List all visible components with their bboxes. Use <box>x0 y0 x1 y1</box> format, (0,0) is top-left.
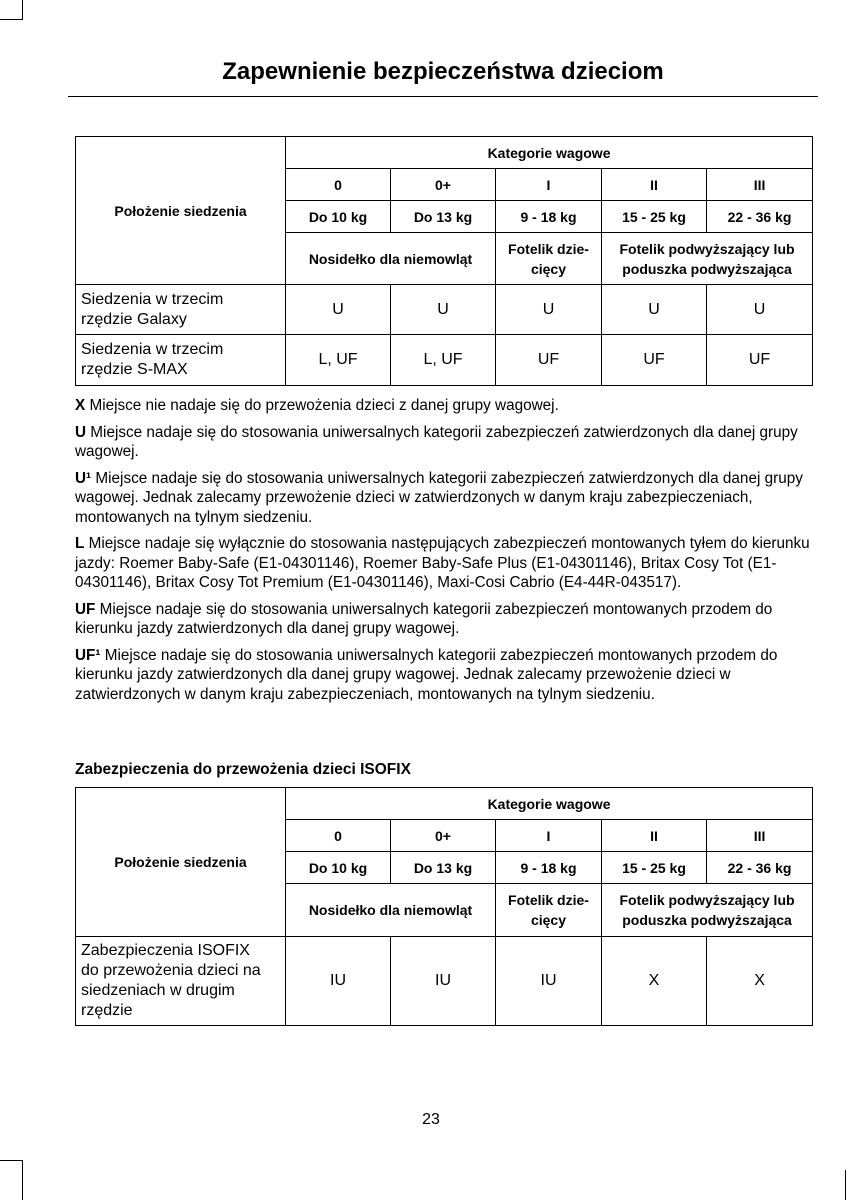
weight-ii: 15 - 25 kg <box>602 852 707 884</box>
table-cell: UF <box>602 335 707 386</box>
row-label: Zabezpieczenia ISOFIX do przewożenia dzieci na siedzeniach w drugim rzędzie <box>76 937 286 1026</box>
weight-i: 9 - 18 kg <box>496 201 602 233</box>
table-row <box>76 335 813 386</box>
group-0plus: 0+ <box>391 169 496 201</box>
weight-categories-header: Kategorie wagowe <box>286 137 813 169</box>
group-i: I <box>496 820 602 852</box>
table-cell: U <box>602 285 707 335</box>
seat-position-header: Położenie siedzenia <box>76 788 286 937</box>
note-uf: UF Miejsce nadaje się do stosowania uniwersalnych kategorii zabezpieczeń montowanych przodem do kierunku jazdy zatwierdzonych dla danej grupy wagowej. <box>75 600 773 637</box>
weight-categories-header: Kategorie wagowe <box>286 788 813 820</box>
table-cell: UF <box>707 335 813 386</box>
table-cell: IU <box>391 937 496 1026</box>
crop-mark-bottom-left <box>22 1160 23 1200</box>
type-infant-carrier: Nosidełko dla niemowląt <box>286 884 496 937</box>
type-child-seat: Fotelik dzie- cięcy <box>496 884 602 937</box>
table-cell: U <box>707 285 813 335</box>
type-child-seat: Fotelik dzie- cięcy <box>496 233 602 285</box>
table-cell: X <box>602 937 707 1026</box>
type-booster: Fotelik podwyższający lub poduszka podwyższająca <box>602 233 813 285</box>
page-title: Zapewnienie bezpieczeństwa dzieciom <box>222 58 664 85</box>
group-iii: III <box>707 820 813 852</box>
group-0plus: 0+ <box>391 820 496 852</box>
weight-ii: 15 - 25 kg <box>602 201 707 233</box>
table-cell: UF <box>496 335 602 386</box>
group-0: 0 <box>286 169 391 201</box>
seat-position-header: Położenie siedzenia <box>76 137 286 285</box>
note-u: U Miejsce nadaje się do stosowania uniwersalnych kategorii zabezpieczeń zatwierdzonych dla danej grupy wagowej. <box>75 423 798 460</box>
table-cell: X <box>707 937 813 1026</box>
table-cell: U <box>286 285 391 335</box>
crop-mark-top-left-h <box>0 19 23 20</box>
title-rule <box>68 96 818 97</box>
table-cell: IU <box>286 937 391 1026</box>
note-l: L Miejsce nadaje się wyłącznie do stosowania następujących zabezpieczeń montowanych tyłem do kierunku jazdy: Roemer Baby-Safe (E1-04301146), Roemer Baby-Safe Plus (E1-04301146), Britax Cosy Tot (E1-04301146), Britax Cosy Tot Premium (E1-04301146), Maxi-Cosi Cabrio (E4-44R-043517). <box>75 535 810 591</box>
weight-0plus: Do 13 kg <box>391 852 496 884</box>
row-label: Siedzenia w trzecim rzędzie Galaxy <box>76 285 286 335</box>
weight-iii: 22 - 36 kg <box>707 852 813 884</box>
group-ii: II <box>602 820 707 852</box>
crop-mark-bottom-right <box>845 1170 846 1200</box>
row-label: Siedzenia w trzecim rzędzie S-MAX <box>76 335 286 386</box>
group-0: 0 <box>286 820 391 852</box>
weight-i: 9 - 18 kg <box>496 852 602 884</box>
table-cell: L, UF <box>286 335 391 386</box>
legend-notes <box>75 396 815 711</box>
table-cell: L, UF <box>391 335 496 386</box>
weight-0: Do 10 kg <box>286 852 391 884</box>
section-heading-isofix: Zabezpieczenia do przewożenia dzieci ISOFIX <box>75 761 411 778</box>
note-uf1: UF¹ Miejsce nadaje się do stosowania uniwersalnych kategorii zabezpieczeń montowanych przodem do kierunku jazdy zatwierdzonych dla danej grupy wagowej. Jednak zalecamy przewożenie dzieci w zatwierdzonych w danym kraju zabezpieczeniach, montowanych na tylnym siedzeniu. <box>75 646 778 703</box>
weight-iii: 22 - 36 kg <box>707 201 813 233</box>
table-cell: IU <box>496 937 602 1026</box>
table-row <box>76 937 813 1026</box>
table-cell: U <box>391 285 496 335</box>
seat-table-isofix <box>75 787 813 1026</box>
weight-0plus: Do 13 kg <box>391 201 496 233</box>
group-ii: II <box>602 169 707 201</box>
group-iii: III <box>707 169 813 201</box>
crop-mark-bottom-left-h <box>0 1160 23 1161</box>
page-number: 23 <box>422 1111 440 1128</box>
note-u1: U¹ Miejsce nadaje się do stosowania uniwersalnych kategorii zabezpieczeń zatwierdzonych dla danej grupy wagowej. Jednak zalecamy przewożenie dzieci w zatwierdzonych w danym kraju zabezpieczeniach, montowanych na tylnym siedzeniu. <box>75 469 803 526</box>
group-i: I <box>496 169 602 201</box>
type-infant-carrier: Nosidełko dla niemowląt <box>286 233 496 285</box>
table-row <box>76 285 813 335</box>
seat-table-third-row <box>75 136 813 386</box>
note-x: X Miejsce nie nadaje się do przewożenia dzieci z danej grupy wagowej. <box>75 397 559 414</box>
crop-mark-top-left <box>22 0 23 20</box>
weight-0: Do 10 kg <box>286 201 391 233</box>
table-cell: U <box>496 285 602 335</box>
type-booster: Fotelik podwyższający lub poduszka podwyższająca <box>602 884 813 937</box>
